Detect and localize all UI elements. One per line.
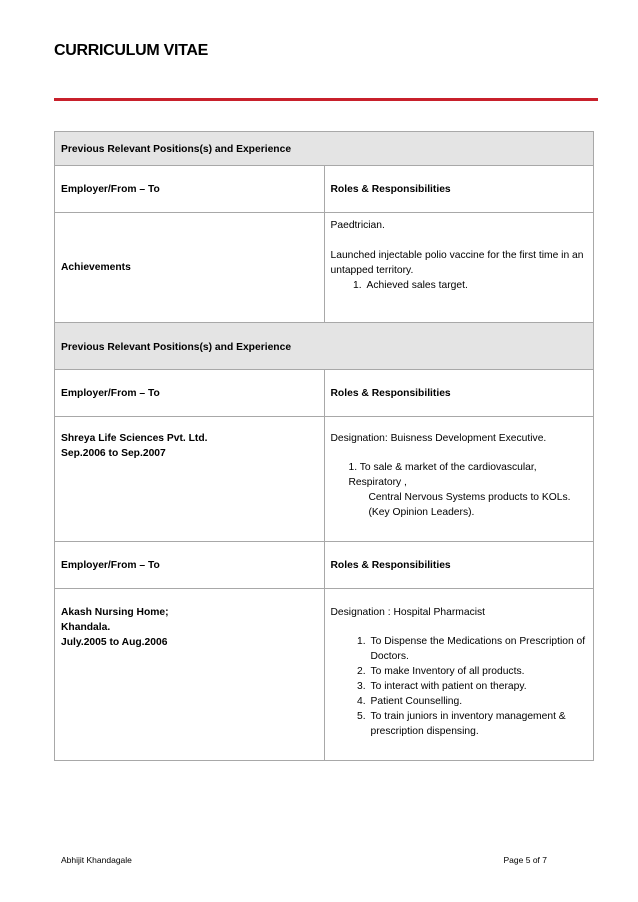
achievements-role: Paedtrician. bbox=[330, 220, 385, 231]
duty-line bbox=[331, 460, 588, 490]
table-row bbox=[55, 213, 594, 323]
duties-list bbox=[331, 634, 588, 739]
table-row bbox=[55, 417, 594, 542]
footer-page-number: Page 5 of 7 bbox=[503, 855, 547, 865]
list-item: 4. Patient Counselling. bbox=[369, 694, 588, 709]
achievements-cell bbox=[324, 213, 594, 323]
column-header-row bbox=[55, 542, 594, 589]
section-heading-row bbox=[55, 323, 594, 370]
list-item: 5. To train juniors in inventory management & prescription dispensing. bbox=[369, 709, 588, 739]
employment-dates: Sep.2006 to Sep.2007 bbox=[61, 448, 166, 459]
akash-roles-cell bbox=[324, 589, 594, 761]
employer-header: Employer/From – To bbox=[55, 166, 325, 213]
roles-header: Roles & Responsibilities bbox=[324, 166, 594, 213]
section-heading-row bbox=[55, 132, 594, 166]
list-item: 1. To Dispense the Medications on Prescription of Doctors. bbox=[369, 634, 588, 664]
designation: Designation: Buisness Development Executive. bbox=[330, 433, 547, 444]
list-item: 2. To make Inventory of all products. bbox=[369, 664, 588, 679]
section-heading: Previous Relevant Positions(s) and Experience bbox=[55, 132, 594, 166]
list-number: 1. bbox=[348, 462, 358, 473]
header-divider bbox=[54, 98, 598, 101]
footer-name: Abhijit Khandagale bbox=[61, 855, 132, 865]
column-header-row bbox=[55, 166, 594, 213]
employer-place: Khandala. bbox=[61, 622, 111, 633]
employer-name: Shreya Life Sciences Pvt. Ltd. bbox=[61, 433, 208, 444]
shreya-roles-cell bbox=[324, 417, 594, 542]
roles-header: Roles & Responsibilities bbox=[324, 542, 594, 589]
designation: Designation : Hospital Pharmacist bbox=[330, 607, 486, 618]
roles-header: Roles & Responsibilities bbox=[324, 370, 594, 417]
shreya-employer-cell bbox=[55, 417, 325, 542]
achievements-list bbox=[331, 278, 588, 293]
employment-dates: July.2005 to Aug.2006 bbox=[61, 637, 168, 648]
section-heading: Previous Relevant Positions(s) and Experience bbox=[55, 323, 594, 370]
list-item: 1. Achieved sales target. bbox=[365, 278, 588, 293]
achievements-label: Achievements bbox=[55, 213, 325, 323]
column-header-row bbox=[55, 370, 594, 417]
list-item: 3. To interact with patient on therapy. bbox=[369, 679, 588, 694]
duty-line: Central Nervous Systems products to KOLs. bbox=[368, 492, 571, 503]
experience-table bbox=[54, 131, 594, 761]
table-row bbox=[55, 589, 594, 761]
employer-name: Akash Nursing Home; bbox=[61, 607, 169, 618]
akash-employer-cell bbox=[55, 589, 325, 761]
achievements-text: Launched injectable polio vaccine for the first time in an untapped territory. bbox=[330, 250, 584, 276]
page-title: CURRICULUM VITAE bbox=[54, 42, 209, 59]
employer-header: Employer/From – To bbox=[55, 370, 325, 417]
employer-header: Employer/From – To bbox=[55, 542, 325, 589]
duty-line: (Key Opinion Leaders). bbox=[368, 507, 475, 518]
duty-text: To sale & market of the cardiovascular, Respiratory , bbox=[348, 462, 537, 488]
